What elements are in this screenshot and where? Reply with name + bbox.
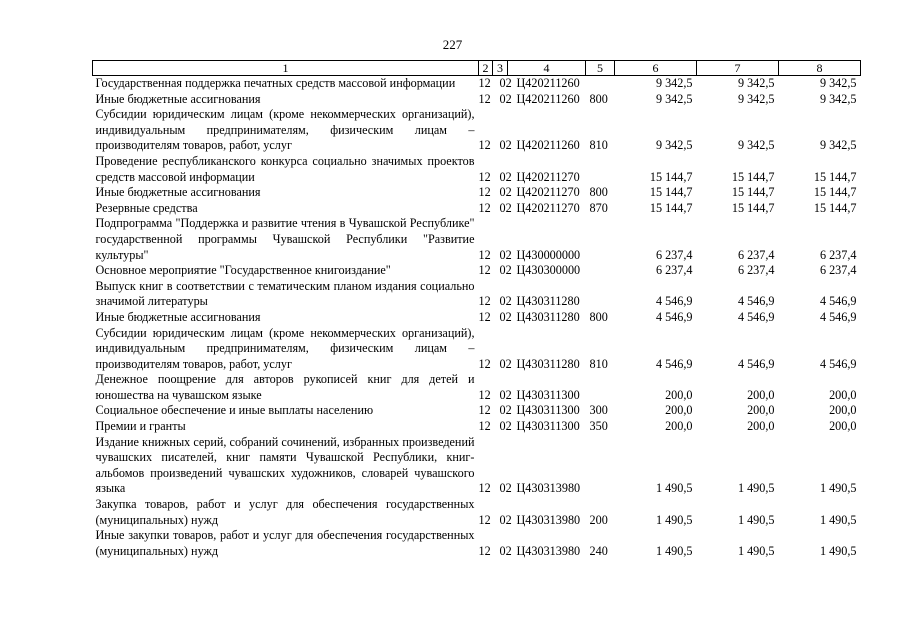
table-row bbox=[93, 497, 861, 528]
row-name: Иные закупки товаров, работ и услуг для обеспечения государственных (муниципальных) нужд bbox=[95, 528, 475, 558]
header-col-8: 8 bbox=[779, 61, 861, 76]
row-section: 12 bbox=[478, 185, 491, 200]
row-amount-2: 9 342,5 bbox=[737, 138, 775, 153]
row-amount-3: 6 237,4 bbox=[819, 247, 857, 262]
row-amount-1: 1 490,5 bbox=[655, 543, 693, 558]
row-section: 12 bbox=[478, 91, 491, 106]
table-row bbox=[93, 528, 861, 559]
table-row bbox=[93, 216, 861, 263]
row-target-code: Ц430311280 bbox=[516, 356, 580, 371]
row-amount-1: 4 546,9 bbox=[655, 309, 693, 324]
row-amount-1: 9 342,5 bbox=[655, 91, 693, 106]
row-amount-2: 200,0 bbox=[747, 419, 775, 434]
row-amount-2: 1 490,5 bbox=[737, 481, 775, 496]
row-section: 12 bbox=[478, 200, 491, 215]
row-name: Государственная поддержка печатных средств массовой информации bbox=[95, 76, 456, 90]
row-amount-2: 15 144,7 bbox=[731, 169, 775, 184]
row-name: Иные бюджетные ассигнования bbox=[95, 309, 261, 324]
row-subsection: 02 bbox=[499, 419, 512, 434]
row-expense-type bbox=[586, 216, 615, 263]
row-target-code: Ц430300000 bbox=[516, 263, 581, 278]
row-amount-1: 4 546,9 bbox=[655, 356, 693, 371]
row-name: Основное мероприятие "Государственное книгоиздание" bbox=[95, 263, 391, 278]
row-amount-1: 1 490,5 bbox=[655, 512, 693, 527]
row-target-code: Ц430311300 bbox=[516, 419, 580, 434]
table-row bbox=[93, 185, 861, 201]
row-amount-2: 200,0 bbox=[747, 403, 775, 418]
row-section: 12 bbox=[478, 263, 491, 278]
row-section: 12 bbox=[478, 76, 491, 90]
row-expense-type: 870 bbox=[589, 200, 608, 215]
row-subsection: 02 bbox=[499, 76, 512, 90]
row-subsection: 02 bbox=[499, 356, 512, 371]
row-target-code: Ц420211260 bbox=[516, 138, 580, 153]
row-expense-type bbox=[586, 263, 615, 279]
row-subsection: 02 bbox=[499, 309, 512, 324]
row-amount-3: 1 490,5 bbox=[819, 543, 857, 558]
row-name: Иные бюджетные ассигнования bbox=[95, 91, 261, 106]
row-section: 12 bbox=[478, 356, 491, 371]
row-expense-type: 810 bbox=[589, 138, 608, 153]
row-subsection: 02 bbox=[499, 91, 512, 106]
row-target-code: Ц420211260 bbox=[516, 91, 580, 106]
row-amount-3: 15 144,7 bbox=[813, 169, 857, 184]
row-target-code: Ц430311280 bbox=[516, 309, 580, 324]
row-amount-3: 9 342,5 bbox=[819, 91, 857, 106]
row-amount-3: 200,0 bbox=[829, 403, 857, 418]
row-subsection: 02 bbox=[499, 403, 512, 418]
row-target-code: Ц430311300 bbox=[516, 403, 580, 418]
row-name: Издание книжных серий, собраний сочинений, избранных произведений чувашских писателей, книг памяти Чувашской Республики, книг-альбомов произведений чувашских художников, словарей чувашского языка bbox=[95, 434, 475, 496]
row-amount-1: 9 342,5 bbox=[655, 138, 693, 153]
row-amount-2: 6 237,4 bbox=[737, 263, 775, 278]
header-col-4: 4 bbox=[508, 61, 586, 76]
header-col-5: 5 bbox=[586, 61, 615, 76]
row-target-code: Ц430000000 bbox=[516, 247, 581, 262]
row-section: 12 bbox=[478, 481, 491, 496]
table-row bbox=[93, 76, 861, 92]
row-expense-type bbox=[586, 372, 615, 403]
row-amount-1: 4 546,9 bbox=[655, 294, 693, 309]
row-section: 12 bbox=[478, 387, 491, 402]
row-amount-3: 9 342,5 bbox=[819, 76, 857, 90]
row-subsection: 02 bbox=[499, 138, 512, 153]
row-amount-1: 9 342,5 bbox=[655, 76, 693, 90]
row-subsection: 02 bbox=[499, 169, 512, 184]
row-amount-2: 4 546,9 bbox=[737, 309, 775, 324]
row-target-code: Ц420211270 bbox=[516, 185, 580, 200]
row-section: 12 bbox=[478, 403, 491, 418]
table-header-row bbox=[93, 61, 861, 76]
row-amount-3: 15 144,7 bbox=[813, 200, 857, 215]
row-amount-2: 15 144,7 bbox=[731, 200, 775, 215]
header-col-7: 7 bbox=[697, 61, 779, 76]
row-target-code: Ц430311280 bbox=[516, 294, 580, 309]
budget-table bbox=[92, 60, 861, 559]
row-expense-type: 240 bbox=[589, 543, 608, 558]
row-name: Субсидии юридическим лицам (кроме некоммерческих организаций), индивидуальным предпринимателям, физическим лицам – производителям товаров, работ, услуг bbox=[95, 107, 475, 153]
table-row bbox=[93, 92, 861, 108]
row-name: Резервные средства bbox=[95, 200, 198, 215]
row-amount-2: 9 342,5 bbox=[737, 91, 775, 106]
row-target-code: Ц430313980 bbox=[516, 481, 581, 496]
table-row bbox=[93, 419, 861, 435]
row-amount-3: 4 546,9 bbox=[819, 294, 857, 309]
row-amount-1: 6 237,4 bbox=[655, 247, 693, 262]
row-amount-1: 15 144,7 bbox=[649, 200, 693, 215]
row-section: 12 bbox=[478, 138, 491, 153]
table-row bbox=[93, 403, 861, 419]
row-amount-1: 200,0 bbox=[665, 403, 693, 418]
row-expense-type bbox=[586, 435, 615, 497]
row-name: Премии и гранты bbox=[95, 419, 186, 434]
row-subsection: 02 bbox=[499, 200, 512, 215]
row-amount-1: 200,0 bbox=[665, 387, 693, 402]
row-section: 12 bbox=[478, 169, 491, 184]
row-expense-type bbox=[586, 279, 615, 310]
row-name: Выпуск книг в соответствии с тематическим планом издания социально значимой литературы bbox=[95, 278, 475, 309]
row-amount-3: 6 237,4 bbox=[819, 263, 857, 278]
row-section: 12 bbox=[478, 543, 491, 558]
row-target-code: Ц430311300 bbox=[516, 387, 580, 402]
header-col-6: 6 bbox=[615, 61, 697, 76]
row-expense-type: 800 bbox=[589, 91, 608, 106]
row-subsection: 02 bbox=[499, 387, 512, 402]
row-subsection: 02 bbox=[499, 512, 512, 527]
table-row bbox=[93, 263, 861, 279]
page-number: 227 bbox=[442, 37, 463, 52]
row-amount-2: 6 237,4 bbox=[737, 247, 775, 262]
row-amount-1: 200,0 bbox=[665, 419, 693, 434]
row-section: 12 bbox=[478, 309, 491, 324]
table-body bbox=[93, 76, 861, 560]
header-col-1: 1 bbox=[93, 61, 479, 76]
row-section: 12 bbox=[478, 294, 491, 309]
row-section: 12 bbox=[478, 247, 491, 262]
row-expense-type: 300 bbox=[589, 403, 608, 418]
table-row bbox=[93, 372, 861, 403]
row-name: Социальное обеспечение и иные выплаты населению bbox=[95, 403, 374, 418]
row-name: Иные бюджетные ассигнования bbox=[95, 185, 261, 200]
row-expense-type: 800 bbox=[589, 309, 608, 324]
row-target-code: Ц420211270 bbox=[516, 200, 580, 215]
row-amount-3: 9 342,5 bbox=[819, 138, 857, 153]
row-subsection: 02 bbox=[499, 543, 512, 558]
row-subsection: 02 bbox=[499, 294, 512, 309]
table-row bbox=[93, 310, 861, 326]
row-amount-2: 4 546,9 bbox=[737, 294, 775, 309]
row-amount-2: 1 490,5 bbox=[737, 512, 775, 527]
row-amount-2: 15 144,7 bbox=[731, 185, 775, 200]
row-name: Проведение республиканского конкурса социально значимых проектов средств массовой информации bbox=[95, 153, 475, 184]
row-name: Денежное поощрение для авторов рукописей книг для детей и юношества на чувашском языке bbox=[95, 372, 475, 402]
row-amount-3: 1 490,5 bbox=[819, 512, 857, 527]
row-target-code: Ц420211270 bbox=[516, 169, 580, 184]
row-expense-type: 810 bbox=[589, 356, 608, 371]
row-expense-type: 200 bbox=[589, 512, 608, 527]
row-amount-2: 1 490,5 bbox=[737, 543, 775, 558]
row-amount-3: 1 490,5 bbox=[819, 481, 857, 496]
row-amount-1: 15 144,7 bbox=[649, 169, 693, 184]
row-target-code: Ц420211260 bbox=[516, 76, 580, 90]
row-expense-type bbox=[586, 154, 615, 185]
row-amount-1: 6 237,4 bbox=[655, 263, 693, 278]
row-subsection: 02 bbox=[499, 185, 512, 200]
row-amount-3: 4 546,9 bbox=[819, 356, 857, 371]
row-amount-3: 200,0 bbox=[829, 387, 857, 402]
row-name: Закупка товаров, работ и услуг для обеспечения государственных (муниципальных) нужд bbox=[95, 497, 475, 527]
row-target-code: Ц430313980 bbox=[516, 543, 581, 558]
table-row bbox=[93, 154, 861, 185]
row-amount-3: 15 144,7 bbox=[813, 185, 857, 200]
row-target-code: Ц430313980 bbox=[516, 512, 581, 527]
table-row bbox=[93, 201, 861, 217]
row-section: 12 bbox=[478, 512, 491, 527]
row-expense-type: 800 bbox=[589, 185, 608, 200]
header-col-2: 2 bbox=[479, 61, 493, 76]
table-row bbox=[93, 279, 861, 310]
row-section: 12 bbox=[478, 419, 491, 434]
row-amount-2: 200,0 bbox=[747, 387, 775, 402]
table-row bbox=[93, 435, 861, 497]
row-amount-1: 1 490,5 bbox=[655, 481, 693, 496]
row-amount-3: 4 546,9 bbox=[819, 309, 857, 324]
row-name: Подпрограмма "Поддержка и развитие чтения в Чувашской Республике" государственной программы Чувашской Республики "Развитие культуры" bbox=[95, 216, 475, 262]
row-expense-type bbox=[586, 76, 615, 92]
row-subsection: 02 bbox=[499, 481, 512, 496]
table-row bbox=[93, 326, 861, 373]
row-subsection: 02 bbox=[499, 263, 512, 278]
row-expense-type: 350 bbox=[589, 419, 608, 434]
row-amount-3: 200,0 bbox=[829, 419, 857, 434]
row-subsection: 02 bbox=[499, 247, 512, 262]
row-amount-1: 15 144,7 bbox=[649, 185, 693, 200]
row-name: Субсидии юридическим лицам (кроме некоммерческих организаций), индивидуальным предпринимателям, физическим лицам – производителям товаров, работ, услуг bbox=[95, 325, 475, 371]
row-amount-2: 9 342,5 bbox=[737, 76, 775, 90]
row-amount-2: 4 546,9 bbox=[737, 356, 775, 371]
table-row bbox=[93, 107, 861, 154]
header-col-3: 3 bbox=[493, 61, 508, 76]
